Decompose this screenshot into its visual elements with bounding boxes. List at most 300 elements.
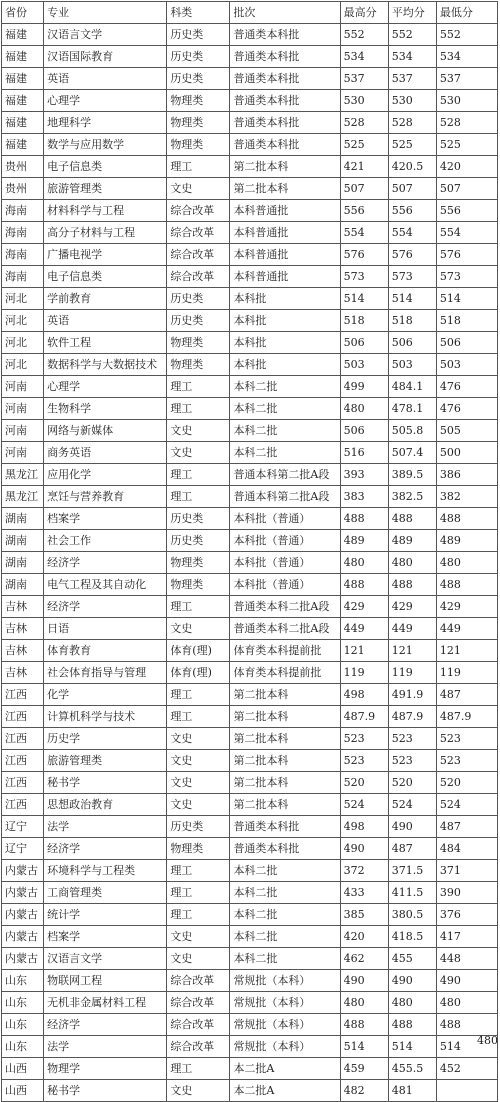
min-score-cell: 476 (436, 398, 497, 420)
avg-score-cell: 507 (388, 178, 436, 200)
min-score-cell: 476 (436, 376, 497, 398)
max-score-cell: 372 (340, 860, 388, 882)
avg-score-cell: 487.9 (388, 706, 436, 728)
major-cell: 汉语言文学 (44, 948, 167, 970)
min-score-cell: 520 (436, 772, 497, 794)
major-cell: 社会工作 (44, 530, 167, 552)
province-cell: 江西 (2, 728, 44, 750)
table-row (2, 486, 498, 508)
table-row (2, 1058, 498, 1080)
table-row (2, 1036, 498, 1058)
min-score-cell: 417 (436, 926, 497, 948)
batch-cell: 本科二批 (230, 948, 340, 970)
batch-cell: 普通类本科批 (230, 46, 340, 68)
avg-score-cell: 534 (388, 46, 436, 68)
avg-score-cell: 518 (388, 310, 436, 332)
batch-cell: 第二批本科 (230, 728, 340, 750)
province-cell: 海南 (2, 200, 44, 222)
last-row-min-score-overflow: 480 (477, 1034, 498, 1047)
subject-type-cell: 理工 (167, 882, 230, 904)
min-score-cell: 528 (436, 112, 497, 134)
province-cell: 山东 (2, 970, 44, 992)
batch-cell: 第二批本科 (230, 178, 340, 200)
avg-score-cell: 389.5 (388, 464, 436, 486)
min-score-cell: 487.9 (436, 706, 497, 728)
avg-score-cell: 121 (388, 640, 436, 662)
header-batch: 批次 (230, 2, 340, 24)
table-row (2, 310, 498, 332)
avg-score-cell: 514 (388, 1036, 436, 1058)
subject-type-cell: 文史 (167, 794, 230, 816)
min-score-cell: 552 (436, 24, 497, 46)
max-score-cell: 554 (340, 222, 388, 244)
subject-type-cell: 综合改革 (167, 970, 230, 992)
avg-score-cell: 530 (388, 90, 436, 112)
batch-cell: 本科二批 (230, 882, 340, 904)
max-score-cell: 576 (340, 244, 388, 266)
province-cell: 山东 (2, 1014, 44, 1036)
min-score-cell: 537 (436, 68, 497, 90)
avg-score-cell: 418.5 (388, 926, 436, 948)
province-cell: 海南 (2, 244, 44, 266)
province-cell: 河北 (2, 332, 44, 354)
major-cell: 应用化学 (44, 464, 167, 486)
max-score-cell: 506 (340, 332, 388, 354)
subject-type-cell: 物理类 (167, 838, 230, 860)
avg-score-cell: 537 (388, 68, 436, 90)
min-score-cell: 420 (436, 156, 497, 178)
subject-type-cell: 理工 (167, 860, 230, 882)
major-cell: 秘书学 (44, 772, 167, 794)
table-row (2, 178, 498, 200)
min-score-cell: 576 (436, 244, 497, 266)
min-score-cell: 523 (436, 750, 497, 772)
batch-cell: 本科二批 (230, 376, 340, 398)
major-cell: 旅游管理类 (44, 178, 167, 200)
subject-type-cell: 综合改革 (167, 992, 230, 1014)
major-cell: 电子信息类 (44, 266, 167, 288)
max-score-cell: 489 (340, 530, 388, 552)
table-row (2, 508, 498, 530)
avg-score-cell: 455 (388, 948, 436, 970)
max-score-cell: 490 (340, 970, 388, 992)
min-score-cell: 488 (436, 574, 497, 596)
min-score-cell: 452 (436, 1058, 497, 1080)
major-cell: 档案学 (44, 926, 167, 948)
province-cell: 江西 (2, 794, 44, 816)
subject-type-cell: 理工 (167, 904, 230, 926)
province-cell: 湖南 (2, 530, 44, 552)
subject-type-cell: 文史 (167, 948, 230, 970)
table-row (2, 838, 498, 860)
batch-cell: 普通类本科批 (230, 68, 340, 90)
avg-score-cell: 523 (388, 728, 436, 750)
major-cell: 物理学 (44, 1058, 167, 1080)
major-cell: 数据科学与大数据技术 (44, 354, 167, 376)
max-score-cell: 480 (340, 398, 388, 420)
province-cell: 海南 (2, 222, 44, 244)
table-row (2, 354, 498, 376)
province-cell: 福建 (2, 90, 44, 112)
batch-cell: 普通本科第二批A段 (230, 464, 340, 486)
batch-cell: 本科批 (230, 332, 340, 354)
batch-cell: 普通类本科二批A段 (230, 618, 340, 640)
table-row (2, 662, 498, 684)
max-score-cell: 498 (340, 684, 388, 706)
province-cell: 河北 (2, 310, 44, 332)
batch-cell: 第二批本科 (230, 794, 340, 816)
province-cell: 福建 (2, 46, 44, 68)
table-row (2, 156, 498, 178)
avg-score-cell: 420.5 (388, 156, 436, 178)
table-row (2, 970, 498, 992)
table-row (2, 750, 498, 772)
max-score-cell: 488 (340, 508, 388, 530)
major-cell: 英语 (44, 310, 167, 332)
province-cell: 福建 (2, 24, 44, 46)
batch-cell: 体育类本科提前批 (230, 662, 340, 684)
batch-cell: 普通类本科批 (230, 838, 340, 860)
major-cell: 材料科学与工程 (44, 200, 167, 222)
min-score-cell: 525 (436, 134, 497, 156)
avg-score-cell: 525 (388, 134, 436, 156)
province-cell: 黑龙江 (2, 486, 44, 508)
max-score-cell: 534 (340, 46, 388, 68)
avg-score-cell: 481 (388, 1080, 436, 1102)
major-cell: 旅游管理类 (44, 750, 167, 772)
batch-cell: 本科普通批 (230, 222, 340, 244)
batch-cell: 本科批 (230, 354, 340, 376)
min-score-cell (436, 1080, 497, 1102)
batch-cell: 第二批本科 (230, 156, 340, 178)
province-cell: 辽宁 (2, 816, 44, 838)
province-cell: 黑龙江 (2, 464, 44, 486)
table-row (2, 926, 498, 948)
major-cell: 经济学 (44, 838, 167, 860)
min-score-cell: 376 (436, 904, 497, 926)
major-cell: 学前教育 (44, 288, 167, 310)
table-row (2, 948, 498, 970)
subject-type-cell: 文史 (167, 1080, 230, 1102)
max-score-cell: 514 (340, 288, 388, 310)
max-score-cell: 520 (340, 772, 388, 794)
batch-cell: 第二批本科 (230, 684, 340, 706)
avg-score-cell: 449 (388, 618, 436, 640)
major-cell: 烹饪与营养教育 (44, 486, 167, 508)
avg-score-cell: 119 (388, 662, 436, 684)
major-cell: 心理学 (44, 90, 167, 112)
max-score-cell: 516 (340, 442, 388, 464)
avg-score-cell: 576 (388, 244, 436, 266)
table-row (2, 266, 498, 288)
major-cell: 心理学 (44, 376, 167, 398)
province-cell: 内蒙古 (2, 882, 44, 904)
major-cell: 计算机科学与技术 (44, 706, 167, 728)
avg-score-cell: 484.1 (388, 376, 436, 398)
max-score-cell: 487.9 (340, 706, 388, 728)
table-row (2, 684, 498, 706)
batch-cell: 普通类本科批 (230, 112, 340, 134)
major-cell: 汉语国际教育 (44, 46, 167, 68)
subject-type-cell: 文史 (167, 178, 230, 200)
table-row (2, 244, 498, 266)
batch-cell: 本科批（普通） (230, 552, 340, 574)
max-score-cell: 528 (340, 112, 388, 134)
province-cell: 吉林 (2, 618, 44, 640)
subject-type-cell: 历史类 (167, 310, 230, 332)
avg-score-cell: 478.1 (388, 398, 436, 420)
avg-score-cell: 490 (388, 816, 436, 838)
max-score-cell: 488 (340, 1014, 388, 1036)
province-cell: 贵州 (2, 156, 44, 178)
subject-type-cell: 物理类 (167, 134, 230, 156)
batch-cell: 常规批（本科） (230, 1036, 340, 1058)
header-major: 专业 (44, 2, 167, 24)
table-row (2, 706, 498, 728)
max-score-cell: 524 (340, 794, 388, 816)
max-score-cell: 433 (340, 882, 388, 904)
major-cell: 网络与新媒体 (44, 420, 167, 442)
subject-type-cell: 文史 (167, 618, 230, 640)
max-score-cell: 462 (340, 948, 388, 970)
max-score-cell: 523 (340, 728, 388, 750)
min-score-cell: 490 (436, 970, 497, 992)
avg-score-cell: 489 (388, 530, 436, 552)
batch-cell: 本科普通批 (230, 200, 340, 222)
batch-cell: 第二批本科 (230, 750, 340, 772)
subject-type-cell: 文史 (167, 750, 230, 772)
province-cell: 河北 (2, 288, 44, 310)
batch-cell: 本科二批 (230, 442, 340, 464)
table-row (2, 68, 498, 90)
table-row (2, 464, 498, 486)
table-row (2, 772, 498, 794)
batch-cell: 本科批（普通） (230, 574, 340, 596)
min-score-cell: 505 (436, 420, 497, 442)
max-score-cell: 498 (340, 816, 388, 838)
batch-cell: 普通类本科批 (230, 90, 340, 112)
avg-score-cell: 487 (388, 838, 436, 860)
subject-type-cell: 历史类 (167, 288, 230, 310)
min-score-cell: 534 (436, 46, 497, 68)
major-cell: 数学与应用数学 (44, 134, 167, 156)
province-cell: 河南 (2, 398, 44, 420)
province-cell: 吉林 (2, 662, 44, 684)
subject-type-cell: 理工 (167, 684, 230, 706)
max-score-cell: 523 (340, 750, 388, 772)
subject-type-cell: 文史 (167, 772, 230, 794)
table-row (2, 640, 498, 662)
table-header-row (2, 2, 498, 24)
max-score-cell: 482 (340, 1080, 388, 1102)
max-score-cell: 530 (340, 90, 388, 112)
batch-cell: 本科批 (230, 310, 340, 332)
province-cell: 江西 (2, 772, 44, 794)
province-cell: 吉林 (2, 640, 44, 662)
min-score-cell: 484 (436, 838, 497, 860)
avg-score-cell: 488 (388, 574, 436, 596)
avg-score-cell: 488 (388, 1014, 436, 1036)
subject-type-cell: 历史类 (167, 24, 230, 46)
province-cell: 山西 (2, 1058, 44, 1080)
table-row (2, 1080, 498, 1102)
batch-cell: 常规批（本科） (230, 992, 340, 1014)
min-score-cell: 518 (436, 310, 497, 332)
max-score-cell: 499 (340, 376, 388, 398)
subject-type-cell: 综合改革 (167, 222, 230, 244)
max-score-cell: 459 (340, 1058, 388, 1080)
major-cell: 生物科学 (44, 398, 167, 420)
min-score-cell: 514 (436, 1036, 497, 1058)
table-row (2, 442, 498, 464)
subject-type-cell: 历史类 (167, 530, 230, 552)
major-cell: 社会体育指导与管理 (44, 662, 167, 684)
major-cell: 档案学 (44, 508, 167, 530)
min-score-cell: 573 (436, 266, 497, 288)
major-cell: 地理科学 (44, 112, 167, 134)
max-score-cell: 490 (340, 838, 388, 860)
avg-score-cell: 523 (388, 750, 436, 772)
min-score-cell: 487 (436, 816, 497, 838)
batch-cell: 本科二批 (230, 904, 340, 926)
subject-type-cell: 物理类 (167, 574, 230, 596)
min-score-cell: 507 (436, 178, 497, 200)
max-score-cell: 537 (340, 68, 388, 90)
avg-score-cell: 380.5 (388, 904, 436, 926)
province-cell: 海南 (2, 266, 44, 288)
table-row (2, 1014, 498, 1036)
subject-type-cell: 历史类 (167, 68, 230, 90)
major-cell: 秘书学 (44, 1080, 167, 1102)
batch-cell: 第二批本科 (230, 706, 340, 728)
subject-type-cell: 历史类 (167, 46, 230, 68)
header-subject-type: 科类 (167, 2, 230, 24)
min-score-cell: 554 (436, 222, 497, 244)
subject-type-cell: 综合改革 (167, 1014, 230, 1036)
avg-score-cell: 488 (388, 508, 436, 530)
province-cell: 福建 (2, 134, 44, 156)
batch-cell: 本科二批 (230, 398, 340, 420)
table-row (2, 882, 498, 904)
major-cell: 软件工程 (44, 332, 167, 354)
major-cell: 商务英语 (44, 442, 167, 464)
major-cell: 日语 (44, 618, 167, 640)
province-cell: 山东 (2, 992, 44, 1014)
major-cell: 工商管理类 (44, 882, 167, 904)
batch-cell: 本科批 (230, 288, 340, 310)
avg-score-cell: 505.8 (388, 420, 436, 442)
min-score-cell: 382 (436, 486, 497, 508)
subject-type-cell: 综合改革 (167, 1036, 230, 1058)
major-cell: 英语 (44, 68, 167, 90)
avg-score-cell: 552 (388, 24, 436, 46)
province-cell: 河北 (2, 354, 44, 376)
max-score-cell: 503 (340, 354, 388, 376)
admission-scores-table (1, 1, 498, 1102)
max-score-cell: 552 (340, 24, 388, 46)
subject-type-cell: 体育(理) (167, 640, 230, 662)
major-cell: 广播电视学 (44, 244, 167, 266)
avg-score-cell: 429 (388, 596, 436, 618)
table-row (2, 574, 498, 596)
avg-score-cell: 507.4 (388, 442, 436, 464)
avg-score-cell: 556 (388, 200, 436, 222)
min-score-cell: 371 (436, 860, 497, 882)
avg-score-cell: 524 (388, 794, 436, 816)
major-cell: 经济学 (44, 552, 167, 574)
table-body (2, 24, 498, 1102)
table-row (2, 376, 498, 398)
province-cell: 河南 (2, 420, 44, 442)
max-score-cell: 420 (340, 926, 388, 948)
max-score-cell: 488 (340, 574, 388, 596)
province-cell: 福建 (2, 68, 44, 90)
province-cell: 内蒙古 (2, 904, 44, 926)
table-row (2, 200, 498, 222)
min-score-cell: 480 (436, 552, 497, 574)
table-row (2, 552, 498, 574)
province-cell: 河南 (2, 376, 44, 398)
major-cell: 思想政治教育 (44, 794, 167, 816)
subject-type-cell: 综合改革 (167, 200, 230, 222)
min-score-cell: 121 (436, 640, 497, 662)
major-cell: 化学 (44, 684, 167, 706)
batch-cell: 普通类本科批 (230, 816, 340, 838)
major-cell: 高分子材料与工程 (44, 222, 167, 244)
table-row (2, 420, 498, 442)
subject-type-cell: 理工 (167, 596, 230, 618)
subject-type-cell: 物理类 (167, 332, 230, 354)
max-score-cell: 421 (340, 156, 388, 178)
table-row (2, 596, 498, 618)
table-row (2, 398, 498, 420)
min-score-cell: 524 (436, 794, 497, 816)
major-cell: 物联网工程 (44, 970, 167, 992)
batch-cell: 第二批本科 (230, 772, 340, 794)
subject-type-cell: 理工 (167, 706, 230, 728)
batch-cell: 本科二批 (230, 420, 340, 442)
table-row (2, 112, 498, 134)
table-row (2, 728, 498, 750)
min-score-cell: 530 (436, 90, 497, 112)
max-score-cell: 480 (340, 992, 388, 1014)
min-score-cell: 448 (436, 948, 497, 970)
table-row (2, 46, 498, 68)
batch-cell: 本科二批 (230, 926, 340, 948)
max-score-cell: 383 (340, 486, 388, 508)
province-cell: 贵州 (2, 178, 44, 200)
major-cell: 体育教育 (44, 640, 167, 662)
header-avg-score: 平均分 (388, 2, 436, 24)
table-row (2, 816, 498, 838)
province-cell: 湖南 (2, 508, 44, 530)
major-cell: 法学 (44, 1036, 167, 1058)
avg-score-cell: 382.5 (388, 486, 436, 508)
avg-score-cell: 371.5 (388, 860, 436, 882)
batch-cell: 本科二批 (230, 860, 340, 882)
min-score-cell: 487 (436, 684, 497, 706)
batch-cell: 普通类本科二批A段 (230, 596, 340, 618)
avg-score-cell: 528 (388, 112, 436, 134)
province-cell: 福建 (2, 112, 44, 134)
major-cell: 汉语言文学 (44, 24, 167, 46)
min-score-cell: 489 (436, 530, 497, 552)
province-cell: 内蒙古 (2, 860, 44, 882)
major-cell: 历史学 (44, 728, 167, 750)
max-score-cell: 573 (340, 266, 388, 288)
subject-type-cell: 综合改革 (167, 266, 230, 288)
province-cell: 湖南 (2, 574, 44, 596)
